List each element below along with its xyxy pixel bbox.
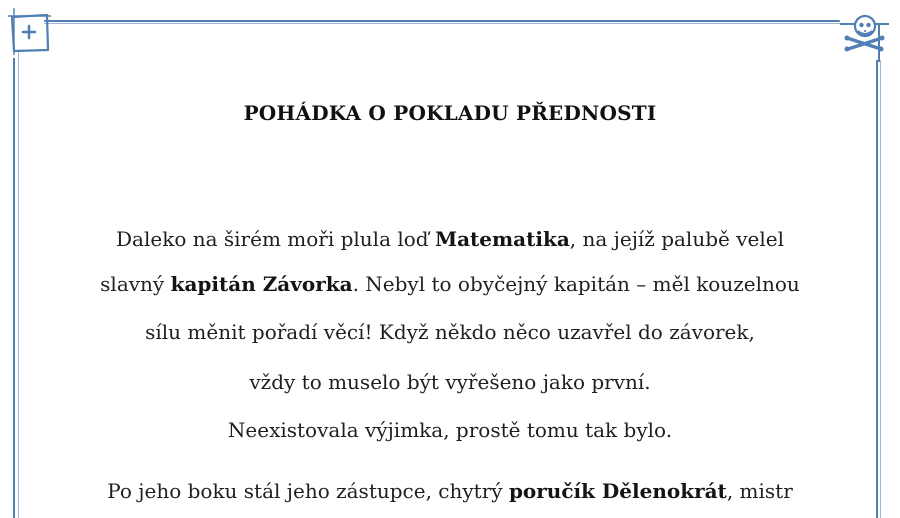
story-line-1: [40, 226, 860, 252]
story-line-5: Neexistovala výjimka, prostě tomu tak bylo.: [227, 418, 673, 442]
story-content: [40, 0, 860, 518]
story-text: Po jeho boku stál jeho zástupce, chytrý: [107, 479, 509, 503]
story-emphasis: poručík Dělenokrát: [508, 479, 727, 503]
story-line-6: [40, 478, 860, 504]
story-text: . Nebyl to obyčejný kapitán – měl kouzelnou: [352, 272, 800, 296]
story-title: POHÁDKA O POKLADU PŘEDNOSTI: [243, 101, 657, 125]
frame-left-border: [13, 58, 15, 518]
story-text: slavný: [100, 272, 171, 296]
frame-right-inner-border: [880, 60, 881, 518]
story-emphasis: kapitán Závorka: [170, 272, 353, 296]
story-line-2: [40, 271, 860, 297]
story-emphasis: Matematika: [434, 227, 570, 251]
story-line-3: sílu měnit pořadí věcí! Když někdo něco uzavřel do závorek,: [145, 320, 755, 344]
story-text: Daleko na širém moři plula loď: [116, 227, 435, 251]
story-text: , na jejíž palubě velel: [569, 227, 784, 251]
frame-right-border: [876, 60, 878, 518]
story-text: , mistr: [726, 479, 793, 503]
frame-left-inner-border: [18, 52, 19, 518]
story-line-4: vždy to muselo být vyřešeno jako první.: [249, 370, 651, 394]
